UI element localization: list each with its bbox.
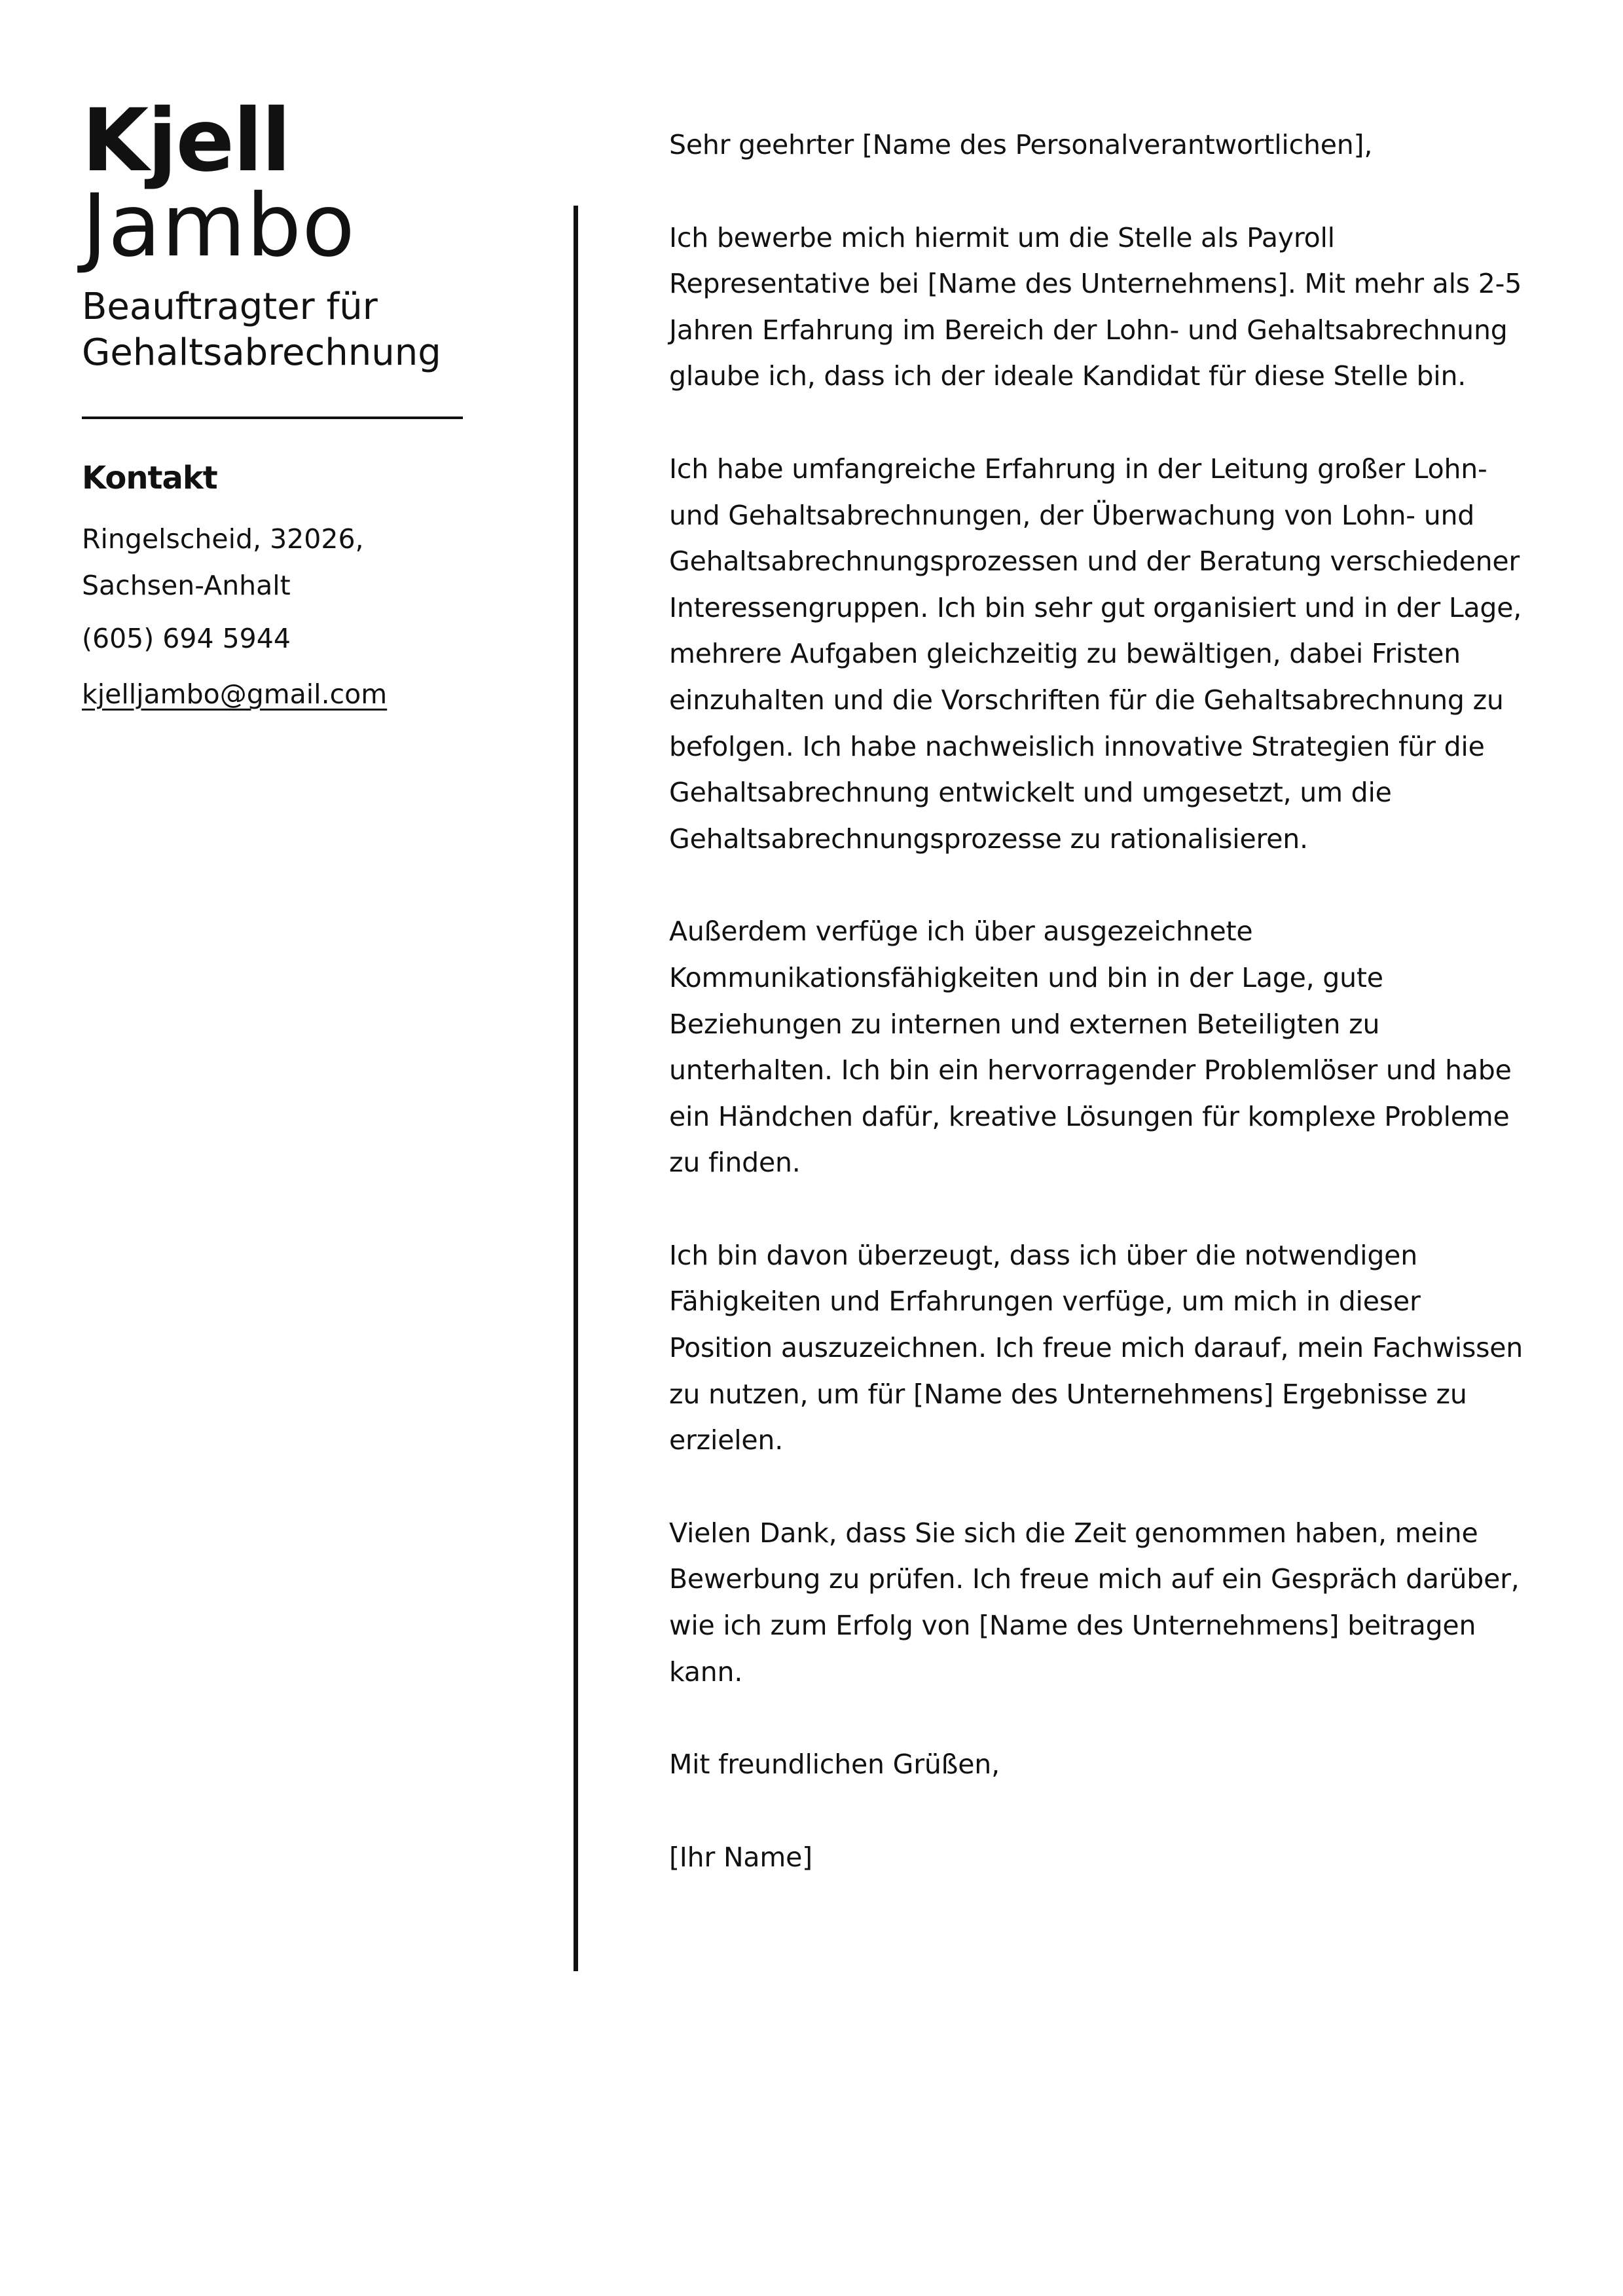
letter-paragraph: Vielen Dank, dass Sie sich die Zeit genommen haben, meine Bewerbung zu prüfen. Ich freue mich auf ein Gespräch darüber, wie ich zum Erfolg von [Name des Unternehmens] beitragen kann. xyxy=(669,1517,1520,1688)
letter-signature: [Ihr Name] xyxy=(669,1841,812,1873)
sidebar xyxy=(82,90,475,718)
contact-address: Ringelscheid, 32026, Sachsen-Anhalt xyxy=(82,523,364,601)
last-name: Jambo xyxy=(82,176,356,276)
letter-body xyxy=(669,122,1523,1927)
letter-paragraph: Ich habe umfangreiche Erfahrung in der Leitung großer Lohn- und Gehaltsabrechnungen, der Überwachung von Lohn- und Gehaltsabrechnungsprozessen und der Beratung verschiedener Interessengruppen. Ich bin sehr gut organisiert und in der Lage, mehrere Aufgaben gleichzeitig zu bewältigen, dabei Fristen einzuhalten und die Vorschriften für die Gehaltsabrechnung zu befolgen. Ich habe nachweislich innovative Strategien für die Gehaltsabrechnung entwickelt und umgesetzt, um die Gehaltsabrechnungsprozesse zu rationalisieren. xyxy=(669,453,1522,855)
contact-heading: Kontakt xyxy=(82,460,217,496)
letter-closing: Mit freundlichen Grüßen, xyxy=(669,1749,1000,1781)
first-name: Kjell xyxy=(82,90,290,191)
letter-paragraph: Ich bin davon überzeugt, dass ich über die notwendigen Fähigkeiten und Erfahrungen verfüge, um mich in dieser Position auszuzeichnen. Ich freue mich darauf, mein Fachwissen zu nutzen, um für [Name des Unternehmens] Ergebnisse zu erzielen. xyxy=(669,1239,1523,1456)
letter-salutation: Sehr geehrter [Name des Personalverantwortlichen], xyxy=(669,129,1373,160)
contact-phone: (605) 694 5944 xyxy=(82,623,291,654)
letter-paragraph: Außerdem verfüge ich über ausgezeichnete Kommunikationsfähigkeiten und bin in der Lage, gute Beziehungen zu internen und externen Beteiligten zu unterhalten. Ich bin ein hervorragender Problemlöser und habe ein Händchen dafür, kreative Lösungen für komplexe Probleme zu finden. xyxy=(669,916,1512,1179)
vertical-divider xyxy=(574,206,578,1971)
letter-paragraph: Ich bewerbe mich hiermit um die Stelle als Payroll Representative bei [Name des Unternehmens]. Mit mehr als 2-5 Jahren Erfahrung im Bereich der Lohn- und Gehaltsabrechnung glaube ich, dass ich der ideale Kandidat für diese Stelle bin. xyxy=(669,221,1522,392)
contact-email-link[interactable]: kjelljambo@gmail.com xyxy=(82,678,388,710)
job-title: Beauftragter für Gehaltsabrechnung xyxy=(82,286,441,374)
sidebar-divider xyxy=(82,417,463,419)
